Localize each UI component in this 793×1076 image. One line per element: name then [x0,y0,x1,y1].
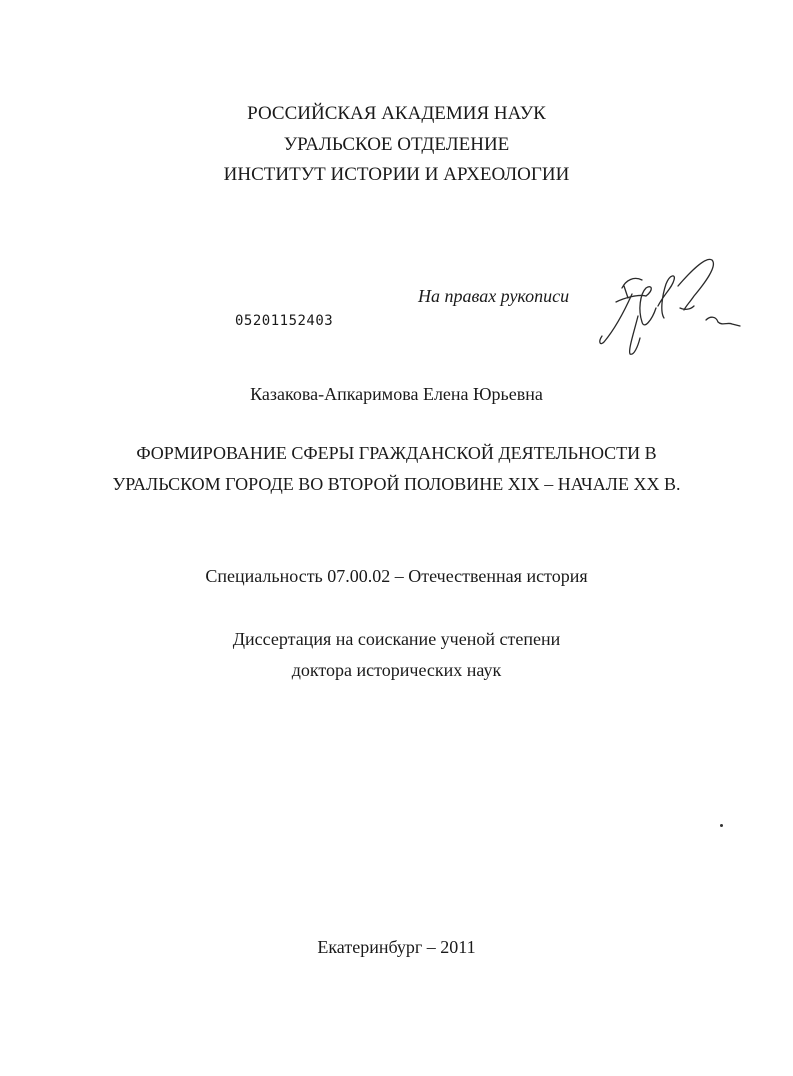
thesis-title-line-1: ФОРМИРОВАНИЕ СФЕРЫ ГРАЖДАНСКОЙ ДЕЯТЕЛЬНОСТИ В [136,443,657,463]
header-institute: ИНСТИТУТ ИСТОРИИ И АРХЕОЛОГИИ [223,164,570,185]
rights-note: На правах рукописи [418,286,570,306]
dissertation-degree-line-1: Диссертация на соискание ученой степени [232,629,561,649]
thesis-title-line-2: УРАЛЬСКОМ ГОРОДЕ ВО ВТОРОЙ ПОЛОВИНЕ XIX – НАЧАЛЕ XX В. [112,474,681,494]
registration-code: 05201152403 [235,313,334,329]
author-name: Казакова-Апкаримова Елена Юрьевна [250,384,543,404]
specialty: Специальность 07.00.02 – Отечественная история [205,566,588,586]
place-and-year: Екатеринбург – 2011 [317,937,476,957]
dissertation-degree-line-2: доктора исторических наук [291,660,502,680]
header-branch: УРАЛЬСКОЕ ОТДЕЛЕНИЕ [283,134,510,155]
header-academy: РОССИЙСКАЯ АКАДЕМИЯ НАУК [247,103,546,124]
handwritten-signature [594,250,744,360]
scan-speck [720,824,723,827]
